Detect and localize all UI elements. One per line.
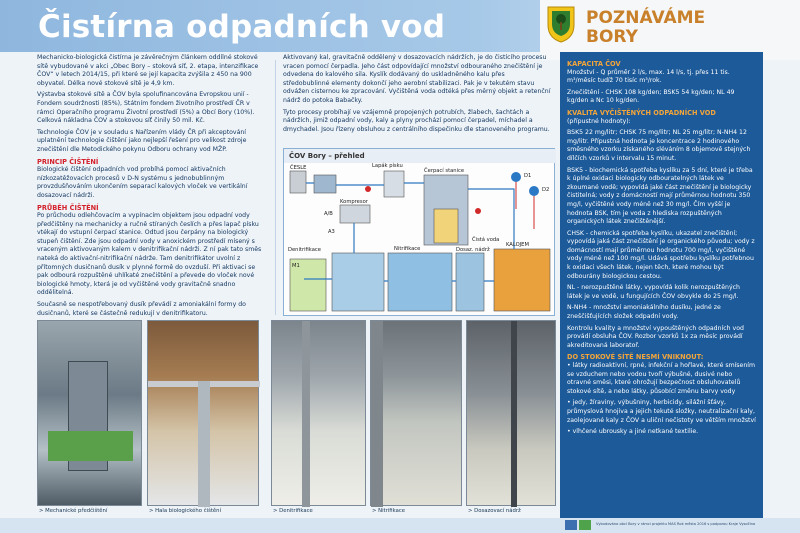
diagram-graphic xyxy=(284,149,556,317)
coat-of-arms-icon xyxy=(546,5,576,43)
photo-denitrification xyxy=(271,320,366,506)
info-panel xyxy=(560,52,763,533)
footer-text: Vybudováno obcí Bory v rámci projektu MAS Rok města 2016 s podporou Kraje Vysočina xyxy=(596,522,756,526)
paragraph: Kontrolu kvality a množství vypouštěných odpadních vod provádí obsluha ČOV. Rozbor vzorků 1x za měsíc provádí akreditovaná laboratoř. xyxy=(567,324,744,349)
brand-line2: BORY xyxy=(586,27,638,47)
paragraph: (přípustné hodnoty): xyxy=(567,117,631,125)
paragraph: Tyto procesy probíhají ve vzájemně propojených potrubích, žlabech, šachtách a nádržích, jimiž odpadní vody, kaly a plyny prochází pomocí čerpadel, míchadel a dmychadel. Jsou řízeny obsluhou z centrálního dispečinku dle stanoveného programu. xyxy=(283,108,550,133)
photo-mechanical xyxy=(37,320,142,506)
photo-caption: > Nitrifikace xyxy=(372,508,406,514)
paragraph: Množství - Q průměr 2 l/s, max. 14 l/s, tj. přes 11 tis. m³/měsíc tudíž 70 tisíc m³/rok. xyxy=(567,68,730,85)
paragraph: CHSK - chemická spotřeba kyslíku, ukazatel znečištění; vypovídá jaká část znečištění je organického původu; vody z domácností mají průměrnou hodnotu 700 mg/l, vyčištěné vody méně než 100 mg/l. Udává spotřebu kyslíku potřebnou k oxidaci všech látek, nejen těch, které mohou být odbourány biologickou cestou. xyxy=(567,229,755,280)
diagram-label: D2 xyxy=(542,187,550,193)
section-heading: PRINCIP ČIŠTĚNÍ xyxy=(37,157,99,166)
brand-line1: POZNÁVÁME xyxy=(586,8,706,28)
section-heading: PRŮBĚH ČIŠTĚNÍ xyxy=(37,203,99,212)
paragraph: • jedy, žíraviny, výbušniny, herbicidy, silážní šťávy, průmyslová hnojiva a jejich tekuté složky, neutralizační kaly, zaolejované kaly z ČOV a uliční nečistoty ve větším množství xyxy=(567,399,756,424)
paragraph: Technologie ČOV je v souladu s Nařízením vlády ČR při akceptování uplatnění technologie čištění jako nejlepší řešení pro velikost zdroje znečištění dle Metodického pokynu Odboru ochrany vod MŽP. xyxy=(37,128,247,153)
photo-caption: > Mechanické předčištění xyxy=(39,508,108,514)
paragraph: Po průchodu odlehčovacím a vypínacím objektem jsou odpadní vody předčištěny na mechanicky a ručně stíraných česlích a přes lapač písku vtékají do vstupní čerpací stanice. Odtud jsou čerpány na biologický stupeň čištění. Zde jsou odpadní vody v anoxickém prostředí mísený s vraceným aktivovaným kalem v denitrifikační nádrži. Z ní pak tato směs nateká do aktivační-nitrifikační nádrže. Tam denitrifikátor uvolní z přítomných dusičnanů dusík v plynné formě do ovzduší. Při aktivaci se pak odbourá rozpuštěné uhlíkaté znečištění a převede do vloček nové biologické hmoty, která je od vyčištěné vody gravitačně snadno oddělitelná. xyxy=(37,212,262,297)
diagram-label: Denitrifikace xyxy=(288,247,321,253)
photo-settling-tank xyxy=(466,320,556,506)
paragraph: BSK5 - biochemická spotřeba kyslíku za 5 dní, které je třeba k úplné oxidaci biologicky odbouratelných látek ve zkoumané vodě; vypovídá jaké část znečištění je biologicky čistitelná; vody z domácností mají průměrnou hodnotu 350 mg/l, vyčištěné vody méně než 30 mg/l. Čím vyšší je hodnota BSK, tím je voda z hlediska rozpuštěných organických látek znečištěnější. xyxy=(567,166,753,226)
photo-caption: > Dosazovací nádrž xyxy=(468,508,521,514)
section-heading: KVALITA VYČIŠTĚNÝCH ODPADNÍCH VOD xyxy=(567,108,716,117)
section-heading: KAPACITA ČOV xyxy=(567,60,621,68)
section-heading: DO STOKOVÉ SÍTĚ NESMÍ VNIKNOUT: xyxy=(567,353,704,362)
photo-biology-hall xyxy=(147,320,259,506)
diagram-label: ČESLE xyxy=(290,165,307,171)
photo-caption: > Denitrifikace xyxy=(273,508,313,514)
paragraph: NL - nerozpuštěné látky, vypovídá kolik nerozpuštěných látek je ve vodě, u fungujících ČOV obvykle do 25 mg/l. xyxy=(567,284,740,300)
diagram-label: Dosaz. nádrž xyxy=(456,247,490,253)
diagram-title: ČOV Bory – přehled xyxy=(289,152,365,160)
diagram-label: M1 xyxy=(292,263,300,269)
diagram-label: Kompresor xyxy=(340,199,368,205)
diagram-label: KALOJEM xyxy=(506,242,529,248)
diagram-label: A/B xyxy=(324,211,333,217)
eu-logo-icon xyxy=(565,520,577,530)
paragraph: Výstavba stokové sítě a ČOV byla spolufinancována Evropskou unií - Fondem soudržnosti (85%), Státním fondem životního prostředí ČR v rámci Operačního programu Životní prostředí (5%) a Obcí Bory (10%). Celková nákladna ČOV a stokovou síť činily 50 mil. Kč. xyxy=(37,91,255,125)
photo-caption: > Hala biologického čištění xyxy=(149,508,222,514)
intro-column xyxy=(37,52,267,317)
paragraph: Současně se nespotřebovaný dusík převádí z amoniakální formy do dusičnanů, které se částečně redukují v denitrifikatoru. xyxy=(37,301,246,317)
paragraph: Znečištění - CHSK 108 kg/den; BSK5 54 kg/den; NL 49 kg/den a Nc 10 kg/den. xyxy=(567,88,735,105)
paragraph: BSK5 22 mg/litr; CHSK 75 mg/litr; NL 25 mg/litr; N-NH4 12 mg/litr. Přípustná hodnota je koncentrace 2 hodinového směsného vzorku získaného sléváním 8 objemově stejných dílčích vzorků v intervalu 15 minut. xyxy=(567,129,751,162)
diagram-label: D1 xyxy=(524,173,532,179)
paragraph: N-NH4 - množství amoniakálního dusíku, jedné ze zneščišťujících složek odpadní vody. xyxy=(567,304,721,321)
diagram-label: Čistá voda xyxy=(472,237,500,243)
paragraph: • vlhčené ubrousky a jiné netkané textilie. xyxy=(567,428,699,436)
column-divider xyxy=(275,60,276,315)
page-title: Čistírna odpadních vod xyxy=(38,9,446,45)
diagram-label: A3 xyxy=(328,229,335,235)
paragraph: Mechanicko-biologická čistírna je závěrečným článkem oddílné stokové sítě vybudované v akci „Obec Bory – stoková síť, 2. etapa, intenzifikace ČOV“ v letech 2014/15, při které se její kapacita zvýšila z 450 na 900 obyvatel. Délka nové stokové sítě je 4,9 km. xyxy=(37,54,259,87)
region-logo-icon xyxy=(579,520,591,530)
diagram-label: Nitrifikace xyxy=(394,246,421,252)
diagram-label: Lapák písku xyxy=(372,163,403,169)
paragraph: Aktivovaný kal, gravitačně oddělený v dosazovacích nádržích, je do čistícího procesu vracen pomocí čerpadla. Jeho část odpovídající množství odbouraného znečištění je odvedena do kalového sila. Kyslík dodávaný do uskladněného kalu přes středobublinné elementy dokončí jeho aerobní stabilizaci. Pak je v tekutém stavu odvážen cisternou ke zpracování. Vyčištěná voda odtéká přes měrný objekt a retenční nádrž do potoka Babačky. xyxy=(283,54,551,104)
diagram-label: Čerpací stanice xyxy=(424,168,465,174)
process-column xyxy=(283,52,553,147)
paragraph: • látky radioaktivní, rpné, infekční a hořlavé, které smísením se vzduchem nebo vodou tvoří výbušné, dusivé nebo otravné směsi, které ohrožují bezpečnost obsluhovatelů stokové sítě, a nebo látky, působící změnu barvy vody xyxy=(567,362,756,395)
paragraph: Biologické čištění odpadních vod probíhá pomocí aktivačních nízkozatěžovacích procesů v D-N systému s jednobublinným provzdušňováním ukončením separací kalových vloček ve vertikální dosazovací nádrži. xyxy=(37,166,248,199)
process-diagram xyxy=(283,148,555,316)
photo-nitrification xyxy=(370,320,462,506)
